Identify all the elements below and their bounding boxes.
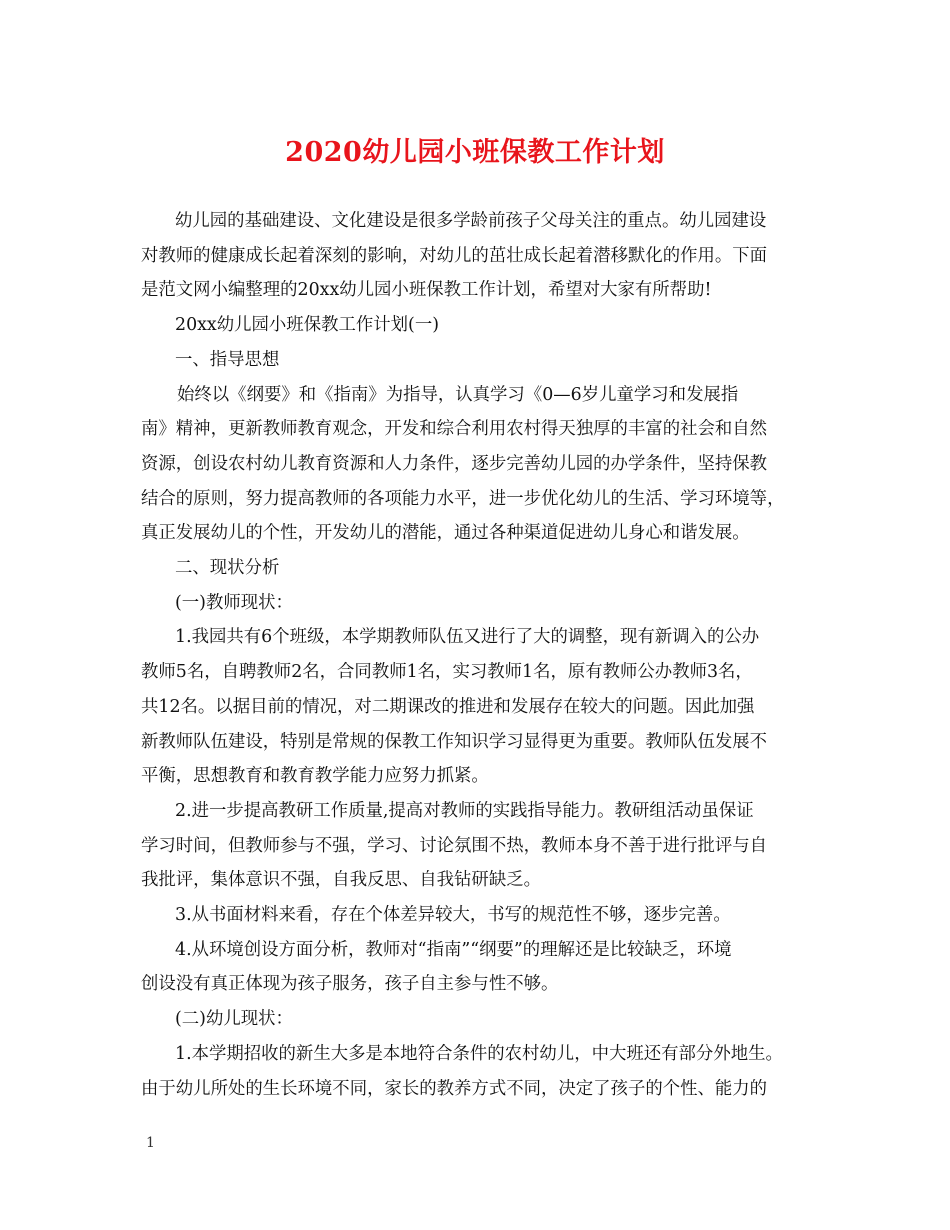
document-title: 2020幼儿园小班保教工作计划 [285,137,665,168]
paragraph-line: 创设没有真正体现为孩子服务，孩子自主参与性不够。 [141,974,559,995]
paragraph-line: 真正发展幼儿的个性，开发幼儿的潜能，通过各种渠道促进幼儿身心和谐发展。 [141,523,750,544]
section-heading: 20xx幼儿园小班保教工作计划(一) [175,315,440,336]
paragraph-line: 1.我园共有6个班级，本学期教师队伍又进行了大的调整，现有新调入的公办 [175,627,760,648]
paragraph-line: 新教师队伍建设，特别是常规的保教工作知识学习显得更为重要。教师队伍发展不 [141,731,768,752]
paragraph-line: 学习时间，但教师参与不强，学习、讨论氛围不热，教师本身不善于进行批评与自 [141,835,768,856]
paragraph-line: 教师5名，自聘教师2名，合同教师1名，实习教师1名，原有教师公办教师3名， [141,662,753,683]
paragraph-line: 结合的原则，努力提高教师的各项能力水平，进一步优化幼儿的生活、学习环境等， [141,488,785,509]
paragraph-line: 4.从环境创设方面分析，教师对“指南”“纲要”的理解还是比较缺乏，环境 [175,939,732,960]
subsection-heading: (一)教师现状： [175,592,293,613]
paragraph-line: 是范文网小编整理的20xx幼儿园小班保教工作计划，希望对大家有所帮助! [141,280,712,301]
paragraph-line: 由于幼儿所处的生长环境不同，家长的教养方式不同，决定了孩子的个性、能力的 [141,1078,768,1099]
section-heading: 二、现状分析 [175,558,280,579]
paragraph-line: 平衡，思想教育和教育教学能力应努力抓紧。 [141,766,489,787]
paragraph-line: 始终以《纲要》和《指南》为指导，认真学习《0—6岁儿童学习和发展指 [177,384,739,405]
paragraph-line: 1.本学期招收的新生大多是本地符合条件的农村幼儿，中大班还有部分外地生。 [175,1043,783,1064]
subsection-heading: (二)幼儿现状： [175,1009,293,1030]
paragraph-line: 3.从书面材料来看，存在个体差异较大，书写的规范性不够，逐步完善。 [175,905,731,926]
paragraph-line: 2.进一步提高教研工作质量,提高对教师的实践指导能力。教研组活动虽保证 [175,800,754,821]
paragraph-line: 资源，创设农村幼儿教育资源和人力条件，逐步完善幼儿园的办学条件，坚持保教 [141,453,768,474]
paragraph-line: 幼儿园的基础建设、文化建设是很多学龄前孩子父母关注的重点。幼儿园建设 [175,211,767,231]
paragraph-line: 我批评，集体意识不强，自我反思、自我钻研缺乏。 [141,870,541,891]
page-number: 1 [146,1135,155,1151]
document-body [141,204,831,1106]
paragraph-line: 南》精神，更新教师教育观念，开发和综合利用农村得天独厚的丰富的社会和自然 [141,419,768,440]
paragraph-line: 对教师的健康成长起着深刻的影响，对幼儿的茁壮成长起着潜移默化的作用。下面 [141,245,768,266]
section-heading: 一、指导思想 [175,349,280,370]
paragraph-line: 共12名。以据目前的情况，对二期课改的推进和发展存在较大的问题。因此加强 [141,696,755,717]
